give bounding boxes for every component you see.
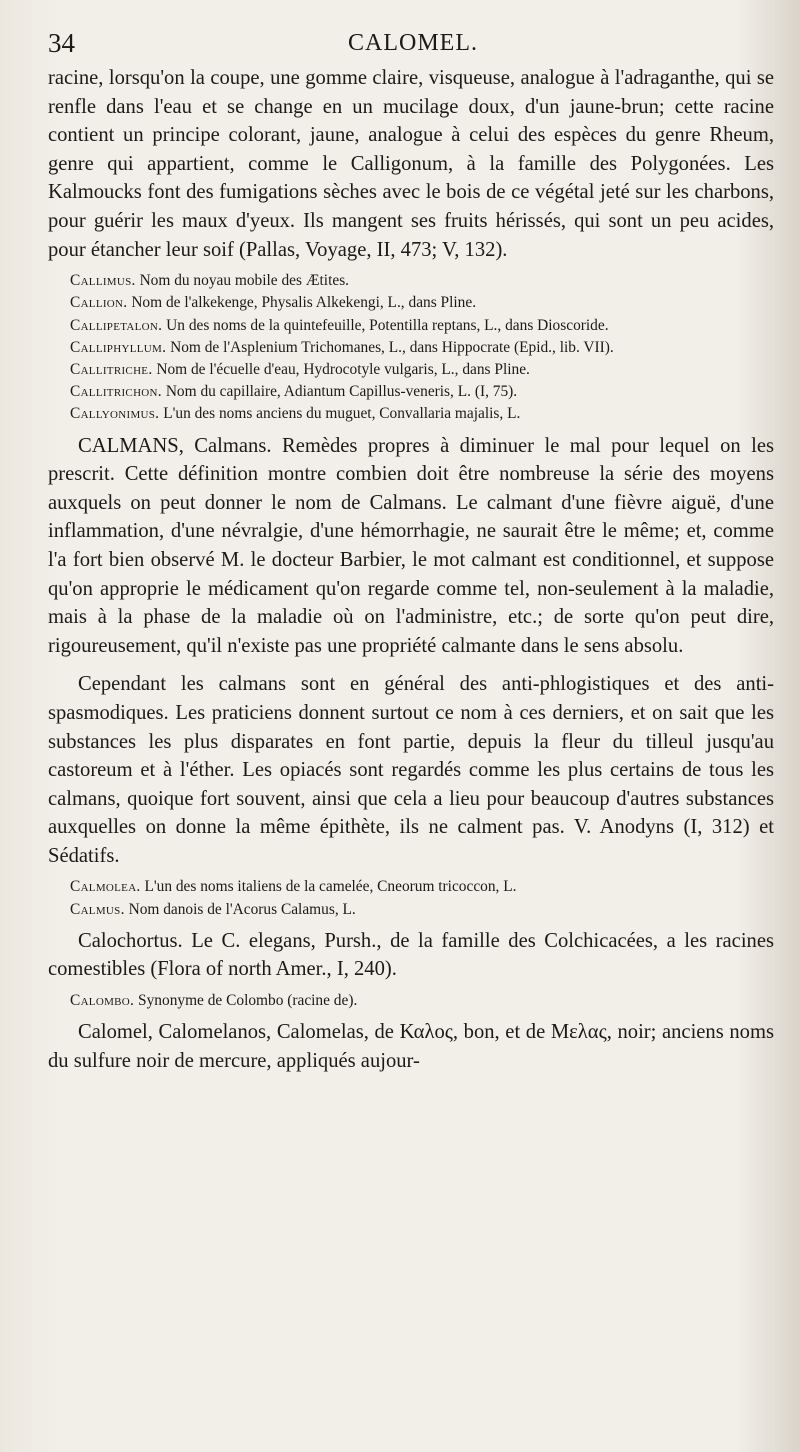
entry-calomel: Calomel, Calomelanos, Calomelas, de Καλος, bon, et de Μελας, noir; anciens noms du sulfure noir de mercure, appliqués aujour- — [48, 1021, 774, 1072]
entry-callimus — [48, 270, 774, 292]
entry-calmans-paragraph-1: CALMANS, Calmans. Remèdes propres à diminuer le mal pour lequel on les prescrit. Cette définition montre combien doit être nombreuse la série des moyens auxquels on peut donner le nom de Calmans. Le calmant d'une fièvre aiguë, d'une inflammation, d'une névralgie, d'une hémorrhagie, ne saurait être le même; et, comme l'a fort bien observé M. le docteur Barbier, le mot calmant est conditionnel, et suppose qu'on approprie le médicament qu'on regarde comme tel, non-seulement à la maladie, mais à la phase de la maladie où on l'administre, etc.; de sorte qu'on peut dire, rigoureusement, qu'il n'existe pas une propriété calmante dans le sens absolu. — [48, 434, 774, 657]
entry-calmans-paragraph-2: Cependant les calmans sont en général des anti-phlogistiques et des anti-spasmodiques. Les praticiens donnent surtout ce nom à ces derniers, et on sait que les substances les plus disparates en font partie, depuis la fleur du tilleul jusqu'au castoreum et à l'éther. Les opiacés sont regardés comme les plus certains de tous les calmans, quoique fort souvent, ainsi que cela a lieu pour beaucoup d'autres substances auxquelles on donne la même épithète, ils ne calment pas. V. Anodyns (I, 312) et Sédatifs. — [48, 673, 774, 867]
entry-term: Calmolea. — [70, 878, 141, 896]
entry-text: Nom danois de l'Acorus Calamus, L. — [128, 900, 356, 918]
entry-callion — [48, 292, 774, 314]
entry-term: Callion. — [70, 294, 128, 312]
entry-callipetalon — [48, 315, 774, 337]
entry-term: Callitriche. — [70, 360, 153, 378]
entry-text: Nom de l'alkekenge, Physalis Alkekengi, L., dans Pline. — [131, 294, 477, 312]
entry-callyonimus — [48, 403, 774, 425]
entry-term: Callipetalon. — [70, 316, 163, 334]
entry-text: L'un des noms italiens de la camelée, Cneorum tricoccon, L. — [144, 878, 517, 896]
entry-term: Calombo. — [70, 992, 135, 1010]
entry-term: Callimus. — [70, 272, 136, 290]
entry-text: Un des noms de la quintefeuille, Potentilla reptans, L., dans Dioscoride. — [166, 316, 609, 334]
entry-term: Calliphyllum. — [70, 338, 167, 356]
entry-term: Callitrichon. — [70, 383, 162, 401]
entry-term: Callyonimus. — [70, 405, 160, 423]
page-header — [48, 24, 778, 64]
entry-calliphyllum — [48, 337, 774, 359]
entry-text: Nom de l'Asplenium Trichomanes, L., dans Hippocrate (Epid., lib. VII). — [170, 338, 614, 356]
page-body — [48, 64, 774, 1075]
entry-calochortus: Calochortus. Le C. elegans, Pursh., de la famille des Colchicacées, a les racines comestibles (Flora of north Amer., I, 240). — [48, 929, 774, 981]
entry-calmolea — [48, 876, 774, 898]
entry-text: Nom du noyau mobile des Ætites. — [139, 272, 350, 290]
running-head: CALOMEL. — [348, 30, 478, 56]
entry-term: Calmus. — [70, 900, 125, 918]
entry-callitrichon — [48, 381, 774, 403]
entry-text: Synonyme de Colombo (racine de). — [138, 992, 358, 1010]
entry-calmus — [48, 899, 774, 921]
entry-text: Nom du capillaire, Adiantum Capillus-veneris, L. (I, 75). — [165, 383, 518, 401]
entry-callitriche — [48, 359, 774, 381]
entry-text: Nom de l'écuelle d'eau, Hydrocotyle vulgaris, L., dans Pline. — [156, 360, 530, 378]
page-number: 34 — [48, 28, 75, 58]
entry-text: L'un des noms anciens du muguet, Convallaria majalis, L. — [163, 405, 521, 423]
entry-calombo — [48, 990, 774, 1012]
paragraph-calligonum-continued: racine, lorsqu'on la coupe, une gomme claire, visqueuse, analogue à l'adraganthe, qui se renfle dans l'eau et se change en un mucilage doux, d'un jaune-brun; cette racine contient un principe colorant, jaune, analogue à celui des espèces du genre Rheum, genre qui appartient, comme le Calligonum, à la famille des Polygonées. Les Kalmoucks font des fumigations sèches avec le bois de ce végétal jeté sur les charbons, pour guérir les maux d'yeux. Ils mangent ses fruits hérissés, qui sont un peu acides, pour étancher leur soif (Pallas, Voyage, II, 473; V, 132). — [48, 67, 774, 261]
